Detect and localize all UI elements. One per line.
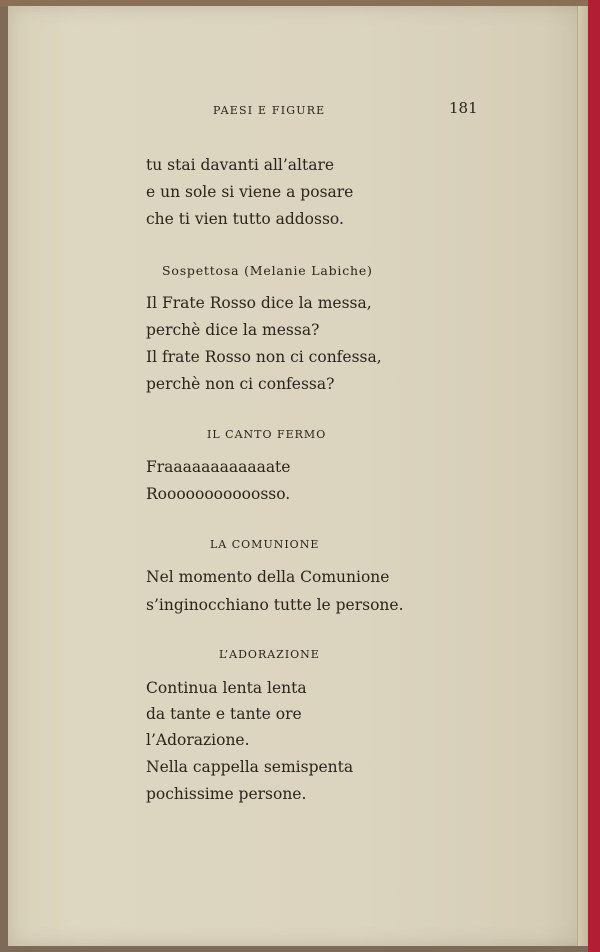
comunione-line-1: Nel momento della Comunione [146, 568, 390, 586]
book-cover-red [588, 0, 600, 952]
running-title: PAESI E FIGURE [213, 104, 326, 117]
book-page [8, 6, 588, 946]
page-edge [577, 6, 588, 946]
adorazione-line-5: pochissime persone. [146, 785, 307, 803]
section-title-comunione: LA COMUNIONE [210, 538, 320, 551]
stanza-1-line-2: e un sole si viene a posare [146, 183, 354, 201]
stanza-1-line-3: che ti vien tutto addosso. [146, 210, 344, 228]
canto-line-1: Fraaaaaaaaaaaate [146, 458, 291, 476]
section-title-adorazione: L’ADORAZIONE [219, 648, 320, 661]
sospettosa-line-3: Il frate Rosso non ci confessa, [146, 348, 382, 366]
adorazione-line-3: l’Adorazione. [146, 731, 250, 749]
stanza-1-line-1: tu stai davanti all’altare [146, 156, 335, 174]
adorazione-line-2: da tante e tante ore [146, 705, 302, 723]
sospettosa-line-4: perchè non ci confessa? [146, 375, 335, 393]
section-title-canto-fermo: IL CANTO FERMO [207, 428, 327, 441]
section-title-sospettosa [162, 263, 373, 278]
adorazione-line-4: Nella cappella semispenta [146, 758, 354, 776]
page-number: 181 [449, 99, 478, 117]
adorazione-line-1: Continua lenta lenta [146, 679, 307, 697]
sospettosa-line-1: Il Frate Rosso dice la messa, [146, 294, 372, 312]
sospettosa-line-2: perchè dice la messa? [146, 321, 320, 339]
comunione-line-2: s’inginocchiano tutte le persone. [146, 596, 404, 614]
canto-line-2: Rooooooooooosso. [146, 485, 291, 503]
section-title-sospettosa-text: Sospettosa (Melanie Labiche) [162, 263, 373, 278]
